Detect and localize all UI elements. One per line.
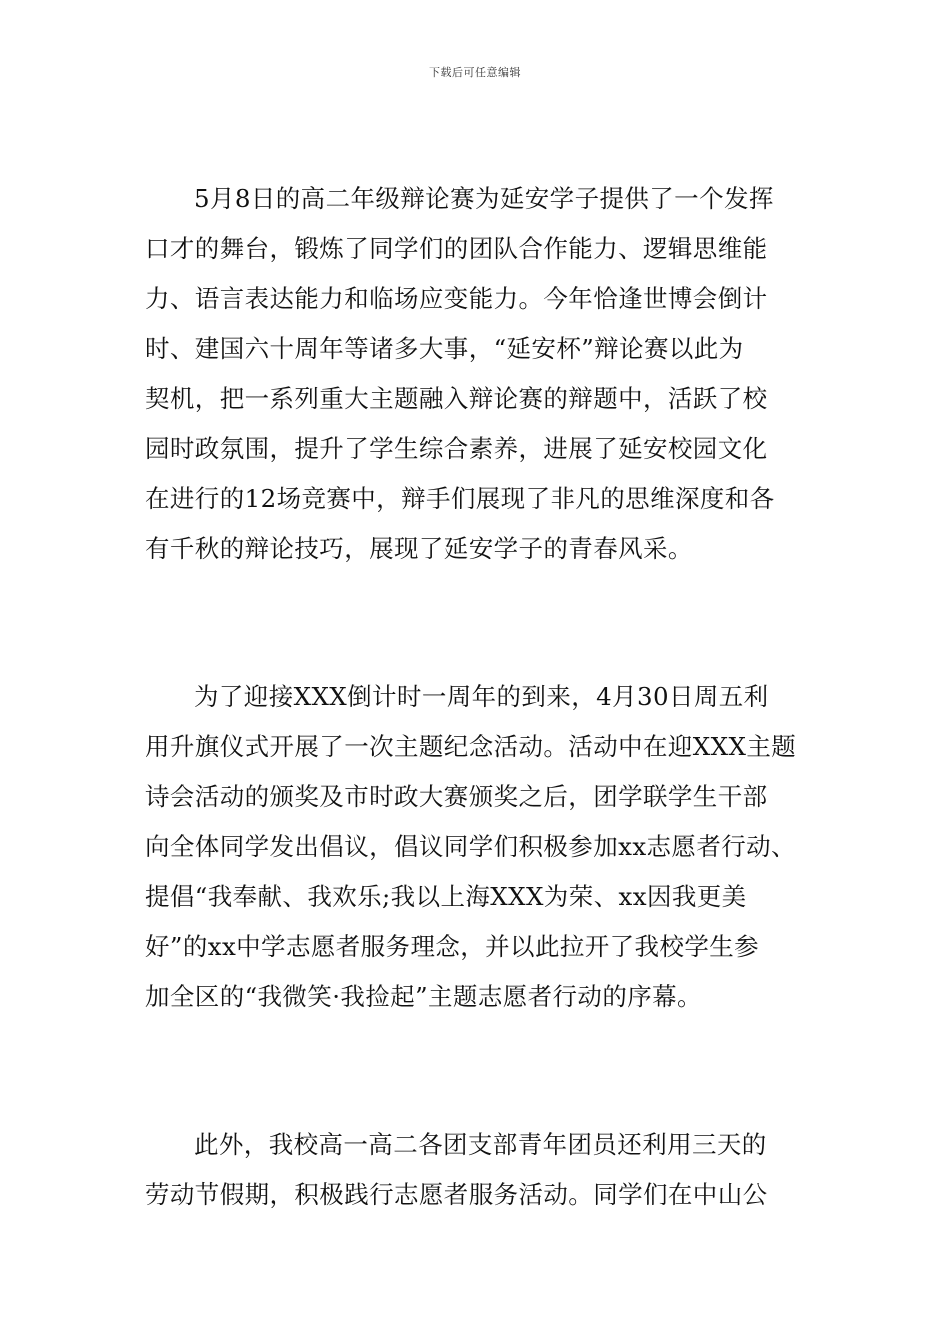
paragraph-line: 提倡“我奉献、我欢乐;我以上海XXX为荣、xx因我更美 [145,882,747,911]
paragraph-line: 契机，把一系列重大主题融入辩论赛的辩题中，活跃了校 [145,384,768,413]
paragraph-line: 有千秋的辩论技巧，展现了延安学子的青春风采。 [145,534,693,563]
paragraph-line: 力、语言表达能力和临场应变能力。今年恰逢世博会倒计 [145,284,768,313]
paragraph-line: 5月8日的高二年级辩论赛为延安学子提供了一个发挥 [194,184,774,213]
paragraph-line: 诗会活动的颁奖及市时政大赛颁奖之后，团学联学生干部 [145,782,768,811]
paragraph-line: 向全体同学发出倡议，倡议同学们积极参加xx志愿者行动、 [145,832,796,861]
paragraph-line: 为了迎接XXX倒计时一周年的到来，4月30日周五利 [194,682,769,711]
paragraph-line: 口才的舞台，锻炼了同学们的团队合作能力、逻辑思维能 [145,234,768,263]
page-header: 下载后可任意编辑 [429,66,521,79]
paragraph-line: 劳动节假期，积极践行志愿者服务活动。同学们在中山公 [145,1180,768,1209]
paragraph-line: 此外，我校高一高二各团支部青年团员还利用三天的 [194,1130,767,1159]
paragraph-line: 好”的xx中学志愿者服务理念，并以此拉开了我校学生参 [145,932,760,961]
paragraph-line: 园时政氛围，提升了学生综合素养，进展了延安校园文化 [145,434,768,463]
paragraph-line: 时、建国六十周年等诸多大事，“延安杯”辩论赛以此为 [145,334,744,363]
paragraph-line: 加全区的“我微笑·我捡起”主题志愿者行动的序幕。 [145,982,702,1011]
paragraph-line: 在进行的12场竞赛中，辩手们展现了非凡的思维深度和各 [145,484,775,513]
paragraph-line: 用升旗仪式开展了一次主题纪念活动。活动中在迎XXX主题 [145,732,797,761]
